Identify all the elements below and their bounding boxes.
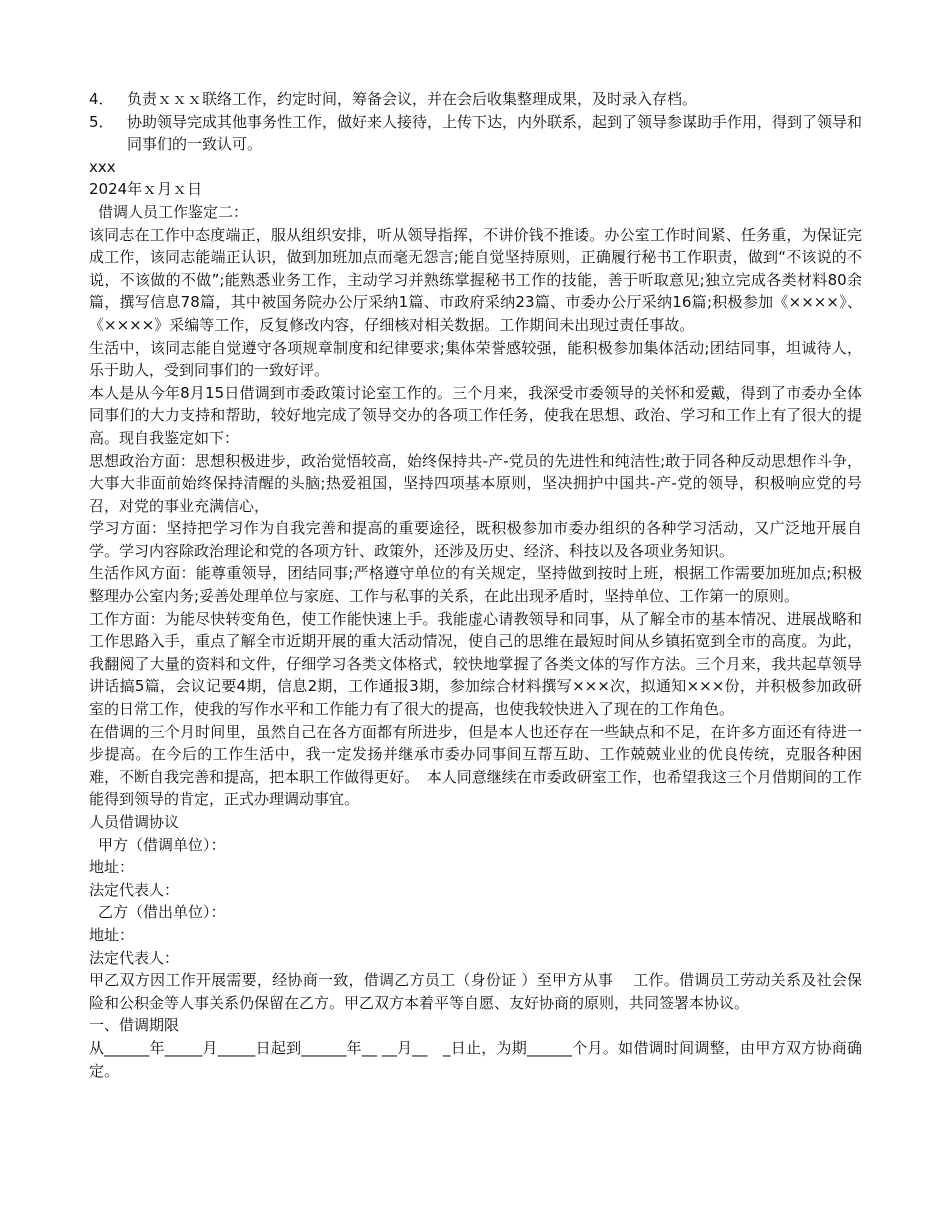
self-review-intro: 本人是从今年8月15日借调到市委政策讨论室工作的。三个月来，我深受市委领导的关怀和爱戴，得到了市委办全体同事们的大力支持和帮助，较好地完成了领导交办的各项工作任务，使我在思想、政治、学习和工作上有了很大的提高。现自我鉴定如下： [89, 383, 862, 447]
party-a-address: 地址： [89, 858, 135, 877]
list-text: 负责ｘｘｘ联络工作，约定时间，筹备会议，并在会后收集整理成果，及时录入存档。 [127, 90, 698, 108]
agreement-title: 人员借调协议 [89, 813, 180, 831]
appraisal2-title: 借调人员工作鉴定二： [98, 202, 249, 221]
section-1-text: 从______年_____月_____日起到______年__ __月__ _日止，为期______个月。如借调时间调整，由甲方双方协商确定。 [89, 1038, 862, 1080]
party-a-representative: 法定代表人： [89, 880, 180, 899]
section-1-title: 一、借调期限 [89, 1016, 180, 1035]
signature-date: 2024年ｘ月ｘ日 [89, 180, 203, 199]
list-item-5 [89, 111, 862, 156]
signature-name: xxx [89, 157, 116, 176]
self-review-study: 学习方面：坚持把学习作为自我完善和提高的重要途径，既积极参加市委办组织的各种学习活动，又广泛地开展自学。学习内容除政治理论和党的各项方针、政策外，还涉及历史、经济、科技以及各项业务知识。 [89, 519, 862, 560]
self-review-conclusion: 在借调的三个月时间里，虽然自己在各方面都有所进步，但是本人也还存在一些缺点和不足，在许多方面还有待进一步提高。在今后的工作生活中，我一定发扬并继承市委办同事间互帮互助、工作兢兢业业的优良传统，克服各种困难，不断自我完善和提高，把本职工作做得更好。 本人同意继续在市委政研室工作，也希望我这三个月借期间的工作能得到领导的肯定，正式办理调动事宜。 [89, 722, 862, 809]
self-review-work: 工作方面：为能尽快转变角色，使工作能快速上手。我能虚心请教领导和同事，从了解全市的基本情况、进展战略和工作思路入手，重点了解全市近期开展的重大活动情况，使自己的思维在最短时间从乡镇拓宽到全市的高度。为此，我翻阅了大量的资料和文件，仔细学习各类文体格式，较快地掌握了各类文体的写作方法。三个月来，我共起草领导讲话搞5篇，会议记要4期，信息2期，工作通报3期，参加综合材料撰写×××次，拟通知×××份，并积极参加政研室的日常工作，使我的写作水平和工作能力有了很大的提高，也使我较快进入了现在的工作角色。 [89, 609, 862, 719]
self-review-politics: 思想政治方面：思想积极进步，政治觉悟较高，始终保持共-产-党员的先进性和纯洁性;敢于同各种反动思想作斗争，大事大非面前始终保持清醒的头脑;热爱祖国，坚持四项基本原则，坚决拥护中国共-产-党的领导，积极响应党的号召，对党的事业充满信心， [89, 451, 862, 515]
list-item-4 [89, 88, 862, 111]
appraisal2-paragraph-2: 生活中，该同志能自觉遵守各项规章制度和纪律要求;集体荣誉感较强，能积极参加集体活动;团结同事，坦诚待人，乐于助人，受到同事们的一致好评。 [89, 338, 862, 380]
party-a-label: 甲方（借调单位）： [98, 835, 226, 854]
agreement-intro: 甲乙双方因工作开展需要，经协商一致，借调乙方员工（身份证 ）至甲方从事 工作。借调员工劳动关系及社会保险和公积金等人事关系仍保留在乙方。甲乙双方本着平等自愿、友好协商的原则，共同签署本协议。 [89, 971, 862, 1012]
list-number: 5． [89, 112, 114, 131]
party-b-address: 地址： [89, 925, 135, 944]
list-text: 协助领导完成其他事务性工作，做好来人接待，上传下达，内外联系，起到了领导参谋助手作用，得到了领导和同事们的一致认可。 [127, 112, 863, 154]
party-b-label: 乙方（借出单位）： [98, 903, 226, 922]
party-b-representative: 法定代表人： [89, 948, 180, 967]
list-number: 4． [89, 90, 114, 108]
self-review-lifestyle: 生活作风方面：能尊重领导，团结同事;严格遵守单位的有关规定，坚持做到按时上班，根据工作需要加班加点;积极整理办公室内务;妥善处理单位与家庭、工作与私事的关系，在此出现矛盾时，坚持单位、工作第一的原则。 [89, 564, 862, 606]
appraisal2-paragraph-1: 该同志在工作中态度端正，服从组织安排，听从领导指挥，不讲价钱不推诿。办公室工作时间紧、任务重，为保证完成工作，该同志能端正认识，做到加班加点而毫无怨言;能自觉坚持原则，正确履行秘书工作职责，做到“不该说的不说，不该做的不做”;能熟悉业务工作，主动学习并熟练掌握秘书工作的技能，善于听取意见;独立完成各类材料80余篇，撰写信息78篇，其中被国务院办公厅采纳1篇、市政府采纳23篇、市委办公厅采纳16篇;积极参加《××××》、《××××》采编等工作，反复修改内容，仔细核对相关数据。工作期间未出现过责任事故。 [89, 225, 862, 334]
